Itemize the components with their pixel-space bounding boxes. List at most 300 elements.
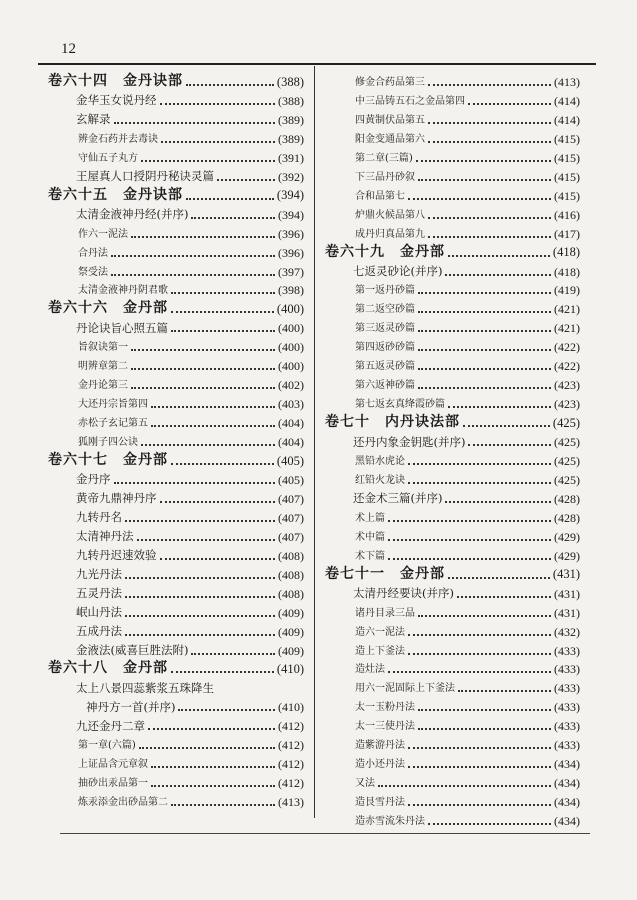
toc-entry-page: (425): [554, 454, 580, 468]
toc-entry-page: (409): [278, 605, 304, 620]
toc-entry-page: (433): [554, 662, 580, 677]
dot-leader: [418, 292, 551, 294]
toc-entry-title: 修金合药品第三: [355, 77, 425, 88]
toc-entry-title: 卷六十七 金丹部: [48, 452, 168, 468]
toc-entry-title: 第六返神砂篇: [355, 380, 415, 392]
toc-entry-page: (434): [554, 795, 580, 810]
toc-entry: [48, 603, 304, 619]
toc-entry: [325, 205, 580, 221]
toc-entry: [48, 91, 304, 107]
toc-entry-title: 造六一泥法: [355, 626, 405, 638]
toc-chapter-heading: [325, 243, 580, 259]
toc-entry: [48, 413, 304, 429]
toc-entry: [48, 565, 304, 581]
toc-entry-title: 造赤雪流朱丹法: [355, 816, 425, 828]
toc-entry-title: 卷六十四 金丹诀部: [48, 73, 183, 89]
toc-entry-page: (398): [278, 283, 304, 298]
toc-entry-title: 上证品含元章叙: [78, 759, 148, 771]
dot-leader: [114, 482, 276, 484]
toc-entry: [325, 72, 580, 88]
toc-entry-title: 黑铅水虎论: [355, 456, 405, 467]
toc-entry: [48, 773, 304, 789]
toc-entry-title: 术中篇: [355, 531, 385, 543]
toc-entry-page: (407): [278, 510, 304, 525]
toc-entry-title: 大还丹宗旨第四: [78, 399, 148, 411]
toc-chapter-heading: [48, 72, 304, 88]
toc-entry: [48, 470, 304, 486]
toc-entry-page: (400): [278, 359, 304, 374]
toc-entry-title: 九转丹名: [76, 510, 122, 525]
toc-entry-page: (412): [278, 757, 304, 772]
dot-leader: [125, 634, 275, 636]
toc-entry-page: (400): [278, 340, 304, 355]
dot-leader: [448, 406, 551, 408]
toc-entry-title: 还丹内象金钥匙(并序): [353, 434, 466, 449]
toc-entry-page: (416): [554, 207, 580, 222]
toc-entry-page: (409): [278, 643, 304, 658]
toc-entry-title: 卷六十九 金丹部: [325, 243, 445, 260]
toc-entry-title: 炉鼎火候品第八: [355, 209, 425, 221]
toc-entry: [48, 792, 304, 808]
toc-chapter-heading: [48, 186, 304, 202]
toc-entry: [325, 489, 580, 505]
toc-entry-page: (413): [554, 75, 580, 89]
toc-entry-page: (421): [554, 321, 580, 336]
toc-entry-page: (402): [278, 378, 304, 393]
toc-entry-title: 五灵丹法: [76, 586, 122, 601]
toc-entry: [325, 508, 580, 524]
toc-entry-title: 九还金丹二章: [76, 718, 145, 733]
toc-entry-title: 还金术三篇(并序): [353, 491, 443, 506]
toc-entry-page: (408): [278, 586, 304, 601]
toc-entry-title: 卷七十一 金丹部: [325, 565, 445, 582]
toc-entry: [48, 337, 304, 353]
toc-entry: [325, 394, 580, 410]
dot-leader: [428, 122, 551, 124]
toc-entry-page: (431): [554, 605, 580, 620]
toc-entry-page: (423): [554, 397, 580, 412]
toc-entry: [325, 678, 580, 694]
toc-entry-page: (433): [554, 681, 580, 696]
toc-entry-title: 守仙五子丸方: [78, 152, 138, 164]
toc-entry: [48, 205, 304, 221]
dot-leader: [445, 501, 551, 503]
toc-entry-page: (429): [554, 548, 580, 563]
dot-leader: [388, 539, 551, 541]
toc-chapter-heading: [325, 565, 580, 581]
toc-entry: [48, 527, 304, 543]
dot-leader: [125, 520, 275, 522]
toc-entry-page: (429): [554, 529, 580, 544]
dot-leader: [418, 179, 551, 181]
bottom-rule: [60, 833, 590, 834]
toc-entry-page: (410): [276, 661, 304, 676]
dot-leader: [171, 330, 275, 332]
toc-entry-title: 太清丹经要诀(并序): [353, 586, 454, 601]
dot-leader: [378, 785, 551, 787]
toc-entry: [48, 318, 304, 334]
toc-entry-page: (434): [554, 776, 580, 791]
toc-entry-title: 金华玉女说丹经: [76, 93, 157, 108]
toc-entry: [325, 697, 580, 713]
toc-entry-title: 金液法(威喜巨胜法附): [76, 643, 189, 657]
dot-leader: [408, 198, 551, 200]
toc-entry: [325, 641, 580, 657]
toc-entry: [325, 318, 580, 334]
toc-entry-title: 红铅火龙诀: [355, 474, 405, 486]
dot-leader: [131, 387, 275, 389]
toc-entry: [48, 622, 304, 638]
toc-entry: [48, 129, 304, 145]
toc-entry-title: 太清金液神丹阴君歌: [78, 285, 168, 297]
dot-leader: [428, 141, 551, 143]
toc-entry-page: (410): [278, 700, 304, 715]
toc-entry: [325, 167, 580, 183]
toc-entry-title: 中三品铸五石之金品第四: [355, 95, 465, 107]
toc-entry-page: (423): [554, 378, 580, 393]
column-divider: [314, 66, 315, 818]
dot-leader: [448, 255, 550, 257]
toc-entry-page: (400): [276, 301, 304, 316]
toc-entry: [48, 224, 304, 240]
dot-leader: [186, 198, 274, 200]
toc-entry-title: 诸丹目录三品: [355, 607, 415, 619]
dot-leader: [448, 577, 550, 579]
toc-entry-title: 第二返空砂篇: [355, 304, 415, 316]
toc-entry-page: (433): [554, 719, 580, 734]
toc-entry-title: 第三返灵砂篇: [355, 323, 415, 335]
toc-entry-page: (432): [554, 624, 580, 639]
toc-entry: [48, 697, 304, 713]
toc-entry-page: (433): [554, 738, 580, 753]
dot-leader: [148, 728, 275, 730]
toc-entry: [325, 527, 580, 543]
dot-leader: [408, 463, 551, 465]
toc-entry-page: (412): [278, 738, 304, 753]
dot-leader: [418, 728, 551, 730]
toc-entry-page: (408): [278, 548, 304, 563]
toc-entry-title: 第二章(三篇): [355, 152, 413, 164]
dot-leader: [457, 596, 551, 598]
toc-entry: [325, 470, 580, 486]
dot-leader: [125, 577, 275, 579]
toc-entry-title: 抽砂出汞品第一: [78, 778, 148, 790]
toc-entry-page: (421): [554, 302, 580, 317]
toc-entry: [325, 622, 580, 638]
toc-entry: [325, 91, 580, 107]
dot-leader: [418, 615, 551, 617]
toc-entry: [325, 148, 580, 164]
toc-entry-title: 五成丹法: [76, 624, 122, 639]
dot-leader: [160, 103, 276, 105]
dot-leader: [408, 634, 551, 636]
toc-entry-title: 丹论诀旨心照五篇: [76, 320, 168, 335]
toc-entry: [48, 678, 304, 694]
toc-entry: [325, 792, 580, 808]
toc-entry-title: 又法: [355, 778, 375, 790]
toc-entry-title: 太一三使丹法: [355, 721, 415, 733]
toc-entry: [325, 659, 580, 675]
dot-leader: [171, 311, 274, 313]
toc-entry-title: 太上八景四蕊紫浆五珠降生: [76, 680, 214, 695]
toc-entry-page: (419): [554, 283, 580, 298]
dot-leader: [468, 103, 551, 105]
toc-entry-page: (428): [554, 510, 580, 525]
toc-entry-page: (404): [278, 435, 304, 450]
toc-entry: [48, 110, 304, 126]
toc-entry-page: (394): [276, 188, 304, 203]
dot-leader: [468, 444, 551, 446]
toc-entry: [48, 356, 304, 372]
dot-leader: [408, 747, 551, 749]
dot-leader: [458, 690, 551, 692]
dot-leader: [408, 653, 551, 655]
toc-entry: [325, 375, 580, 391]
toc-entry: [48, 754, 304, 770]
dot-leader: [428, 217, 551, 219]
toc-entry-title: 金丹序: [76, 472, 111, 487]
dot-leader: [139, 747, 275, 749]
toc-entry-page: (431): [552, 567, 580, 582]
page-number: 12: [61, 41, 76, 57]
toc-entry-title: 造灶法: [355, 664, 385, 676]
toc-entry-title: 术上篇: [355, 512, 385, 524]
toc-entry-page: (414): [554, 93, 580, 108]
toc-entry-title: 第一章(六篇): [78, 740, 136, 752]
toc-entry-page: (418): [552, 245, 580, 260]
toc-entry-page: (434): [554, 757, 580, 772]
toc-entry-title: 太清神丹法: [76, 529, 134, 544]
toc-entry-title: 玄解录: [76, 112, 111, 127]
dot-leader: [141, 444, 275, 446]
toc-entry-title: 卷六十六 金丹部: [48, 300, 168, 317]
dot-leader: [408, 766, 551, 768]
toc-entry-title: 成丹归真品第九: [355, 228, 425, 240]
toc-entry-title: 阳金变通品第六: [355, 133, 425, 145]
toc-entry-title: 太清金液神丹经(并序): [76, 207, 189, 222]
dot-leader: [428, 823, 551, 825]
toc-entry: [325, 280, 580, 296]
toc-entry-title: 赤松子玄记第五: [78, 418, 148, 430]
toc-entry-page: (415): [554, 169, 580, 184]
toc-entry-page: (415): [554, 188, 580, 203]
toc-entry-title: 造上下釜法: [355, 645, 405, 657]
toc-entry: [325, 754, 580, 770]
toc-entry: [325, 603, 580, 619]
toc-entry: [325, 546, 580, 562]
toc-entry-title: 旨叙诀第一: [78, 342, 128, 354]
toc-entry-page: (389): [278, 131, 304, 146]
toc-entry-page: (394): [278, 207, 304, 222]
toc-entry-page: (391): [278, 150, 304, 165]
dot-leader: [186, 84, 274, 86]
dot-leader: [125, 615, 275, 617]
toc-entry: [325, 110, 580, 126]
toc-entry: [48, 375, 304, 391]
dot-leader: [418, 311, 551, 313]
toc-chapter-heading: [48, 659, 304, 675]
toc-entry-title: 神丹方一首(并序): [86, 699, 176, 714]
toc-entry-title: 造小还丹法: [355, 759, 405, 771]
toc-entry-page: (408): [278, 567, 304, 582]
toc-entry-page: (400): [278, 321, 304, 336]
dot-leader: [171, 463, 274, 465]
toc-chapter-heading: [48, 299, 304, 315]
dot-leader: [418, 330, 551, 332]
dot-leader: [131, 349, 275, 351]
dot-leader: [125, 596, 275, 598]
toc-entry-title: 九转丹迟速效验: [76, 548, 157, 563]
dot-leader: [408, 804, 551, 806]
toc-entry: [48, 735, 304, 751]
toc-entry: [325, 224, 580, 240]
toc-entry: [48, 641, 304, 657]
toc-entry-page: (414): [554, 112, 580, 127]
dot-leader: [131, 236, 275, 238]
toc-entry-title: 炼汞添金出砂品第二: [78, 797, 168, 809]
dot-leader: [111, 255, 275, 257]
dot-leader: [178, 709, 275, 711]
toc-entry-title: 卷六十八 金丹部: [48, 660, 168, 677]
toc-entry-title: 下三品丹砂叙: [355, 171, 415, 183]
toc-entry: [48, 432, 304, 448]
toc-entry-title: 七返灵砂论(并序): [353, 264, 443, 278]
toc-entry-page: (409): [278, 624, 304, 639]
dot-leader: [388, 671, 551, 673]
toc-entry-title: 造紫游丹法: [355, 740, 405, 752]
toc-entry: [48, 148, 304, 164]
dot-leader: [171, 804, 275, 806]
dot-leader: [416, 160, 551, 162]
toc-entry-title: 金丹论第三: [78, 380, 128, 392]
toc-entry-title: 九光丹法: [76, 567, 122, 582]
toc-entry: [325, 451, 580, 467]
toc-entry-page: (404): [278, 416, 304, 431]
toc-entry-page: (396): [278, 245, 304, 260]
dot-leader: [160, 501, 276, 503]
toc-entry-title: 第四返砂砂篇: [355, 342, 415, 354]
dot-leader: [151, 785, 275, 787]
toc-entry-page: (403): [278, 397, 304, 412]
dot-leader: [388, 520, 551, 522]
toc-entry: [325, 584, 580, 600]
toc-entry-title: 合和品第七: [355, 190, 405, 202]
dot-leader: [445, 274, 551, 276]
toc-entry-page: (433): [554, 643, 580, 658]
toc-entry-page: (431): [554, 586, 580, 601]
toc-entry: [325, 716, 580, 732]
dot-leader: [151, 406, 275, 408]
toc-entry: [48, 280, 304, 296]
toc-entry-title: 第七返玄真绛霞砂篇: [355, 399, 445, 411]
top-rule: [38, 63, 596, 65]
toc-entry: [325, 735, 580, 751]
dot-leader: [463, 425, 550, 427]
toc-entry: [325, 262, 580, 278]
toc-entry-title: 卷七十 内丹诀法部: [325, 414, 460, 431]
toc-entry: [48, 546, 304, 562]
toc-chapter-heading: [48, 451, 304, 467]
dot-leader: [151, 766, 275, 768]
toc-entry-title: 术下篇: [355, 550, 385, 562]
toc-entry-page: (405): [278, 472, 304, 487]
toc-entry: [48, 243, 304, 259]
toc-entry: [48, 262, 304, 278]
toc-entry-page: (415): [554, 150, 580, 165]
toc-entry-page: (392): [278, 169, 304, 184]
dot-leader: [160, 558, 276, 560]
toc-entry: [48, 489, 304, 505]
dot-leader: [111, 274, 275, 276]
toc-entry-page: (422): [554, 340, 580, 355]
toc-entry-page: (434): [554, 814, 580, 829]
toc-entry-page: (417): [554, 226, 580, 241]
dot-leader: [428, 236, 551, 238]
dot-leader: [418, 709, 551, 711]
dot-leader: [217, 179, 275, 181]
dot-leader: [137, 539, 276, 541]
toc-entry: [325, 186, 580, 202]
toc-entry-page: (397): [278, 264, 304, 279]
dot-leader: [114, 122, 276, 124]
dot-leader: [428, 84, 551, 86]
dot-leader: [418, 368, 551, 370]
toc-entry-title: 四黄制伏品第五: [355, 114, 425, 126]
toc-entry-title: 祭受法: [78, 266, 108, 278]
toc-entry-page: (418): [554, 264, 580, 279]
toc-entry-page: (422): [554, 359, 580, 374]
dot-leader: [191, 653, 275, 655]
toc-entry: [325, 773, 580, 789]
toc-entry: [48, 508, 304, 524]
toc-entry-title: 第五返灵砂篇: [355, 361, 415, 373]
toc-entry-page: (396): [278, 226, 304, 241]
toc-entry: [325, 432, 580, 448]
dot-leader: [151, 425, 275, 427]
dot-leader: [388, 558, 551, 560]
dot-leader: [141, 160, 275, 162]
toc-entry-title: 太一玉粉丹法: [355, 702, 415, 714]
toc-entry: [48, 716, 304, 732]
toc-entry-page: (407): [278, 491, 304, 506]
toc-chapter-heading: [325, 413, 580, 429]
toc-entry: [325, 811, 580, 827]
dot-leader: [171, 292, 275, 294]
toc-entry-page: (425): [554, 472, 580, 487]
toc-entry-page: (389): [278, 112, 304, 127]
toc-entry: [325, 299, 580, 315]
dot-leader: [161, 141, 275, 143]
toc-entry-page: (412): [278, 776, 304, 791]
toc-entry: [48, 394, 304, 410]
toc-entry-title: 辨金石药并去毒诀: [78, 133, 158, 145]
toc-entry-page: (405): [276, 453, 304, 468]
toc-entry-page: (388): [278, 93, 304, 108]
dot-leader: [418, 349, 551, 351]
toc-entry-page: (388): [276, 74, 304, 89]
dot-leader: [418, 387, 551, 389]
toc-entry-page: (428): [554, 491, 580, 506]
toc-entry-title: 黄帝九鼎神丹序: [76, 491, 157, 506]
dot-leader: [191, 217, 275, 219]
toc-entry: [48, 584, 304, 600]
toc-entry: [325, 129, 580, 145]
toc-entry-title: 第一返丹砂篇: [355, 285, 415, 297]
toc-entry-page: (433): [554, 700, 580, 715]
toc-entry: [325, 337, 580, 353]
toc-entry-title: 用六一泥固际上下釜法: [355, 683, 455, 695]
toc-entry-title: 作六一泥法: [78, 228, 128, 240]
